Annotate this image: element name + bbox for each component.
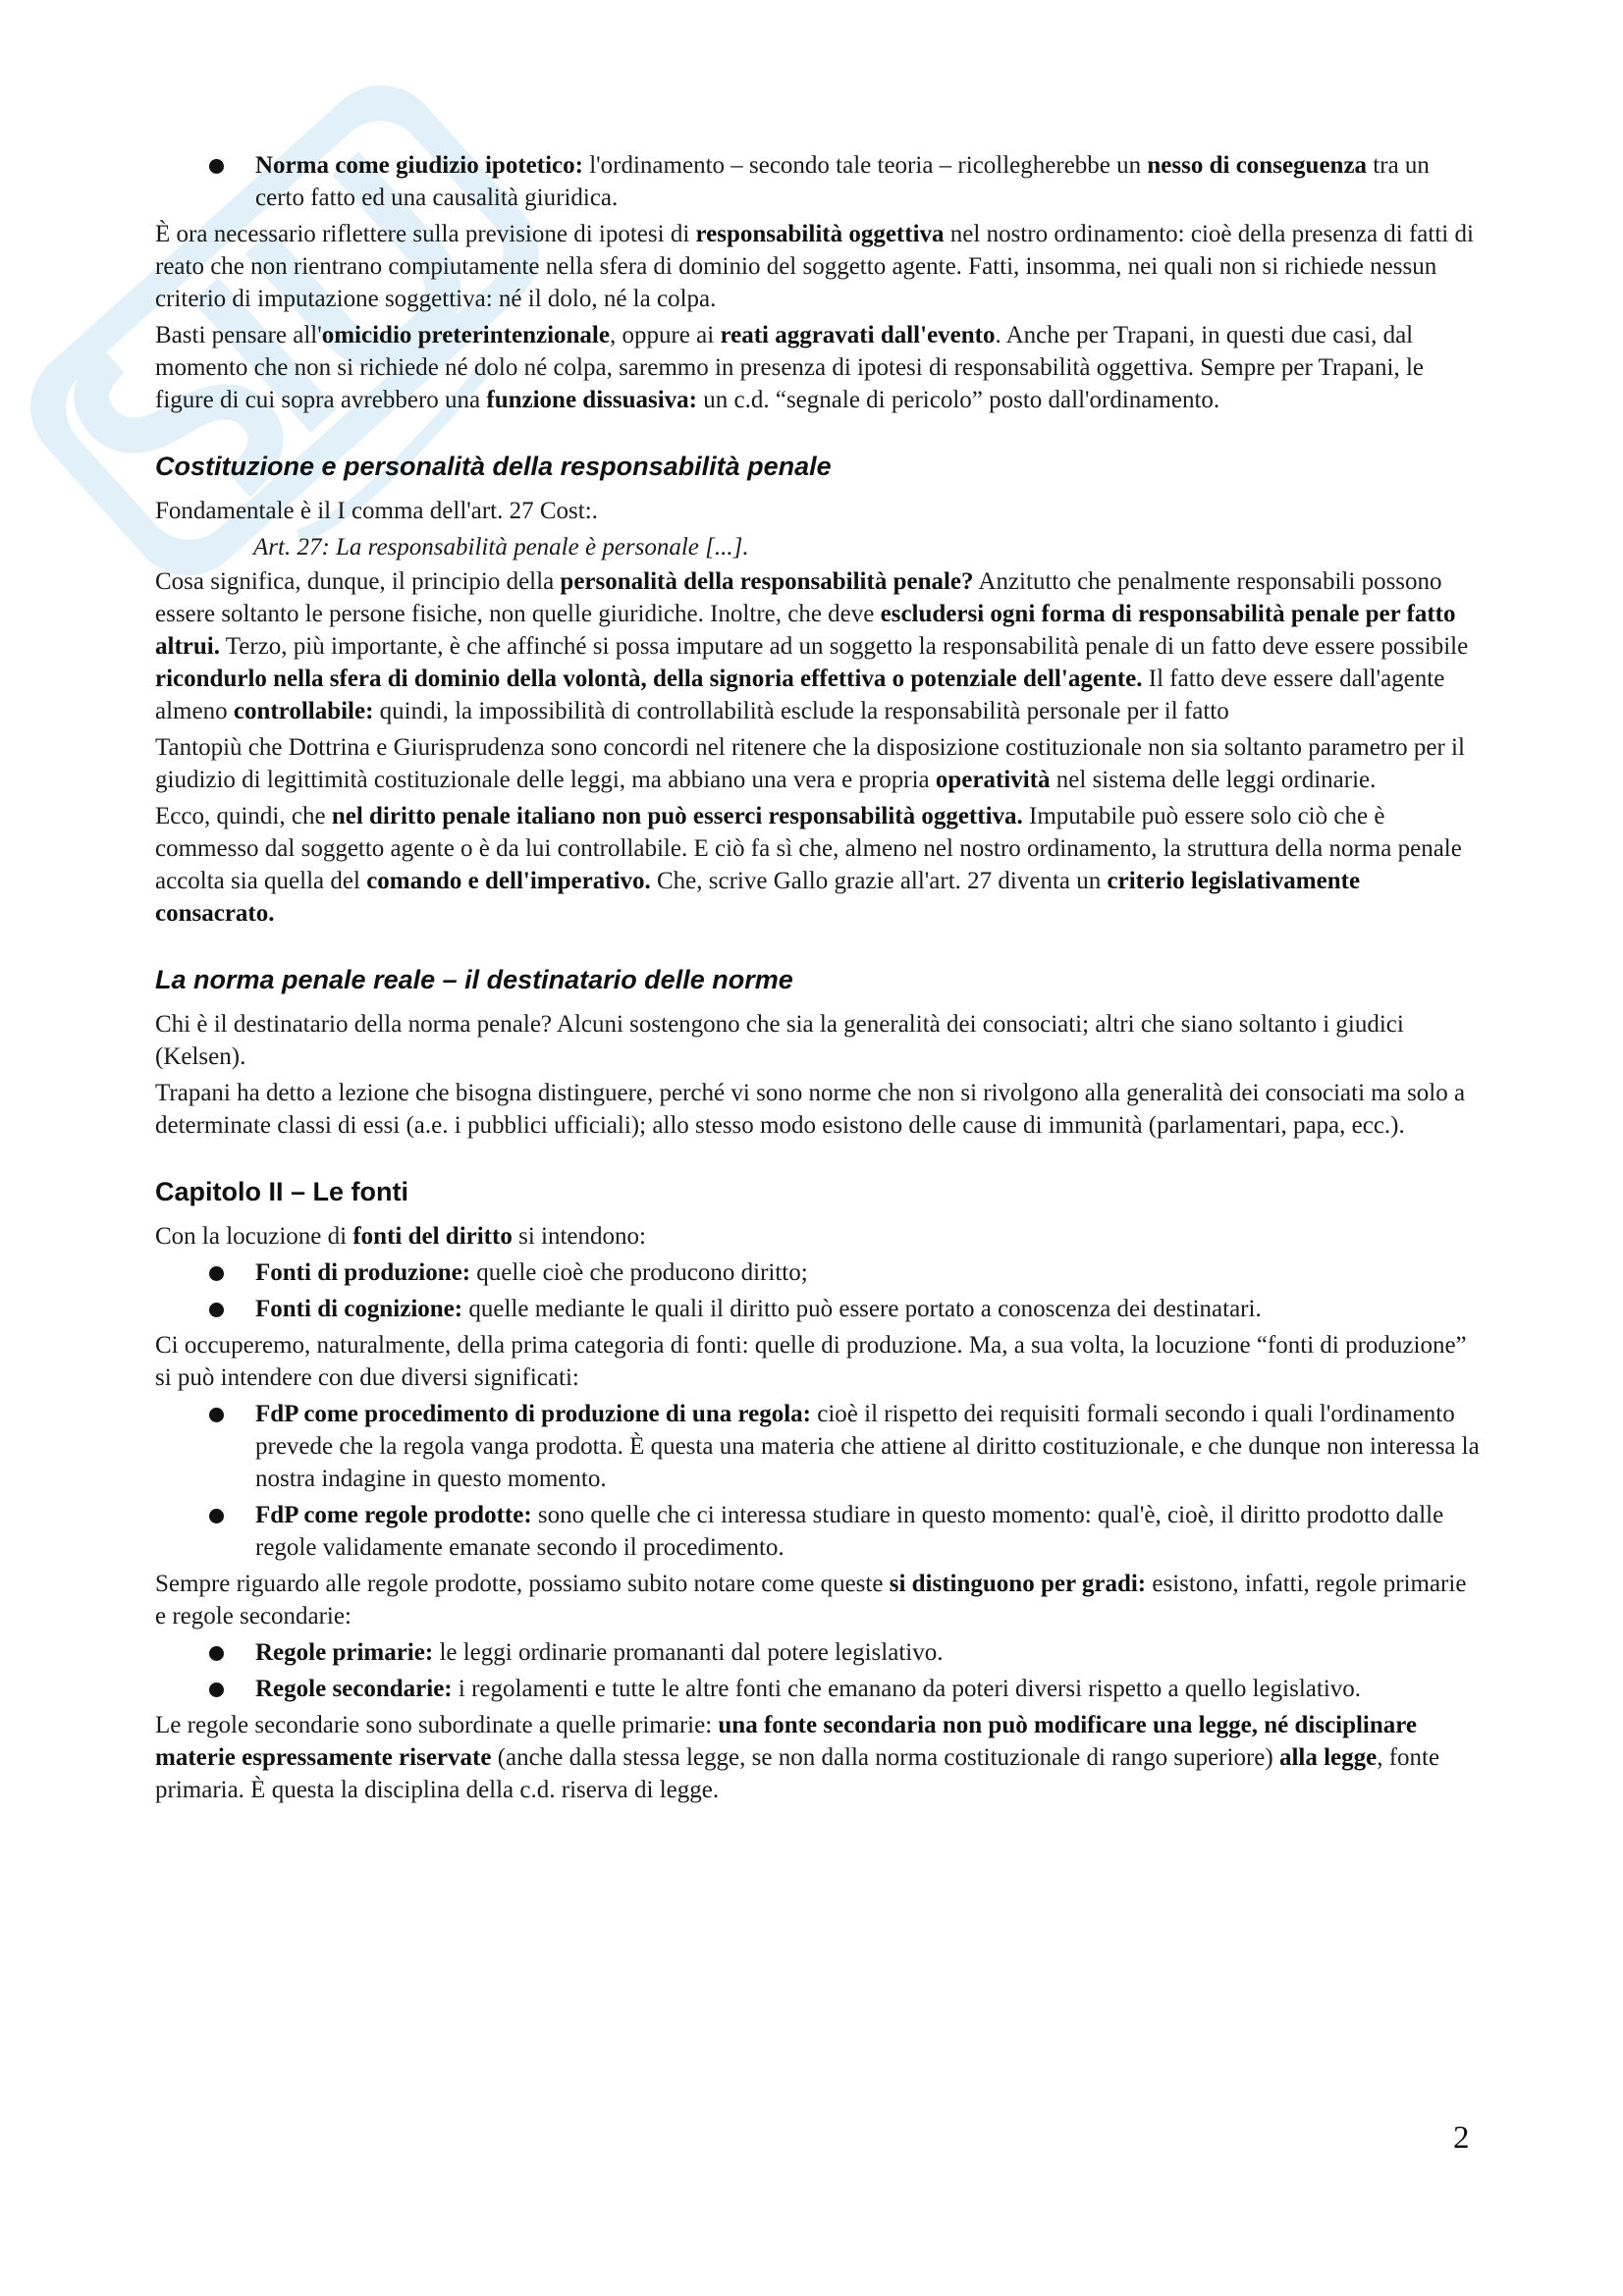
text-run: i regolamenti e tutte le altre fonti che emanano da poteri diversi rispetto a quello legislativo. [452,1676,1362,1702]
bold-text: FdP come regole prodotte: [255,1502,532,1528]
paragraph [155,495,1481,527]
bold-text: fonti del diritto [352,1223,513,1250]
text-run: cioè il rispetto dei requisiti formali secondo i quali l'ordinamento prevede che la regola vanga prodotta. È questa una materia che attiene al diritto costituzionale, e che dunque non interessa la nostra indagine in questo momento. [255,1401,1480,1492]
bold-text: Regole secondarie: [255,1676,453,1702]
bold-text: reati aggravati dall'evento [720,322,996,348]
paragraph [155,1220,1481,1253]
text-run: , oppure ai [609,322,721,348]
paragraph [155,1329,1481,1394]
document-body [155,149,1481,1810]
text-run: esistono, infatti, regole primarie e regole secondarie: [155,1571,1467,1629]
section-heading: Capitolo II – Le fonti [155,1177,408,1206]
bold-text: si distinguono per gradi: [889,1571,1147,1597]
bold-text: Fonti di cognizione: [255,1296,463,1322]
bold-text: funzione dissuasiva: [486,387,698,413]
text-run: Ecco, quindi, che [155,803,332,829]
bold-text: omicidio preterintenzionale [321,322,610,348]
bold-text: responsabilità oggettiva [695,221,945,247]
bold-text: alla legge [1278,1744,1378,1771]
text-run: un c.d. “segnale di pericolo” posto dall'ordinamento. [697,387,1220,413]
paragraph [155,218,1481,315]
bold-text: Regole primarie: [255,1639,434,1666]
text-run: si intendono: [512,1223,646,1250]
paragraph [155,319,1481,416]
text-run: le leggi ordinarie promananti dal potere legislativo. [433,1639,944,1666]
paragraph [155,1568,1481,1632]
list-item [155,1398,1481,1495]
text-run: Ci occuperemo, naturalmente, della prima categoria di fonti: quelle di produzione. Ma, a sua volta, la locuzione “fonti di produzione” si può intendere con due diversi significati: [155,1332,1467,1391]
bullet-icon [209,1682,224,1697]
bold-text: escludersi ogni forma di responsabilità penale per fatto altrui. [155,601,1456,660]
text-run: Fondamentale è il I comma dell'art. 27 Cost:. [155,498,598,524]
paragraph [155,800,1481,930]
list-item [155,1499,1481,1564]
text-run: Cosa significa, dunque, il principio della [155,568,561,595]
text-run: È ora necessario riflettere sulla previsione di ipotesi di [155,221,696,247]
section-heading: La norma penale reale – il destinatario delle norme [155,965,793,994]
text-run: Basti pensare all' [155,322,322,348]
paragraph [155,1709,1481,1806]
text-run: . Anche per Trapani, in questi due casi, dal momento che non si richiede né dolo né colpa, saremmo in presenza di ipotesi di responsabilità oggettiva. Sempre per Trapani, le figure di cui sopra avrebbero una [155,322,1425,413]
text-run: (anche dalla stessa legge, se non dalla norma costituzionale di rango superiore) [491,1744,1279,1771]
text-run: Tantopiù che Dottrina e Giurisprudenza sono concordi nel ritenere che la disposizione costituzionale non sia soltanto parametro per il giudizio di legittimità costituzionale delle leggi, ma abbiano una vera e propria [155,734,1465,793]
text-run: Terzo, più importante, è che affinché si possa imputare ad un soggetto la responsabilità penale di un fatto deve essere possibile [219,633,1469,660]
text-run: sono quelle che ci interessa studiare in questo momento: qual'è, cioè, il diritto prodotto dalle regole validamente emanate secondo il procedimento. [255,1502,1444,1561]
paragraph [155,1077,1481,1142]
bold-text: criterio legislativamente consacrato. [155,868,1361,927]
text-run: quindi, la impossibilità di controllabilità esclude la responsabilità personale per il fatto [373,698,1229,724]
text-run: Sempre riguardo alle regole prodotte, possiamo subito notare come queste [155,1571,890,1597]
bullet-icon [209,1646,224,1661]
text-run: tra un certo fatto ed una causalità giuridica. [255,152,1430,211]
bold-text: operatività [935,767,1051,793]
text-run: l'ordinamento – secondo tale teoria – ricollegherebbe un [582,152,1148,179]
list-item [155,1673,1481,1705]
text-run: Trapani ha detto a lezione che bisogna distinguere, perché vi sono norme che non si rivolgono alla generalità dei consociati ma solo a determinate classi di essi (a.e. i pubblici ufficiali); allo stesso modo esistono delle cause di immunità (parlamentari, papa, ecc.). [155,1080,1466,1139]
text-run: Anzitutto che penalmente responsabili possono essere soltanto le persone fisiche, non quelle giuridiche. Inoltre, che deve [155,568,1442,627]
list-item [155,1636,1481,1669]
bullet-icon [209,1266,224,1281]
paragraph [155,1008,1481,1073]
bold-text: personalità della responsabilità penale? [560,568,974,595]
bold-text: Fonti di produzione: [255,1259,471,1286]
text-run: nel nostro ordinamento: cioè della presenza di fatti di reato che non rientrano compiutamente nella sfera di dominio del soggetto agente. Fatti, insomma, nei quali non si richiede nessun criterio di imputazione soggettiva: né il dolo, né la colpa. [155,221,1474,312]
text-run: Il fatto deve essere dall'agente almeno [155,666,1445,724]
bold-text: nesso di conseguenza [1147,152,1368,179]
bold-text: Norma come giudizio ipotetico: [255,152,583,179]
list-item [155,149,1481,214]
quoted-article: Art. 27: La responsabilità penale è personale [...]. [253,534,749,561]
list-item [155,1256,1481,1289]
text-run: Imputabile può essere solo ciò che è commesso dal soggetto agente o è da lui controllabile. E ciò fa sì che, almeno nel nostro ordinamento, la struttura della norma penale accolta sia quella del [155,803,1462,894]
bold-text: ricondurlo nella sfera di dominio della volontà, della signoria effettiva o potenziale dell'agente. [155,666,1143,692]
bullet-icon [209,159,224,174]
paragraph [155,731,1481,796]
bold-text: nel diritto penale italiano non può esserci responsabilità oggettiva. [331,803,1023,829]
text-run: nel sistema delle leggi ordinarie. [1050,767,1377,793]
bullet-icon [209,1509,224,1523]
section-heading: Costituzione e personalità della responsabilità penale [155,452,832,481]
text-run: Che, scrive Gallo grazie all'art. 27 diventa un [650,868,1108,894]
text-run: Chi è il destinatario della norma penale? Alcuni sostengono che sia la generalità dei consociati; altri che siano soltanto i giudici (Kelsen). [155,1011,1404,1070]
bold-text: comando e dell'imperativo. [366,868,651,894]
text-run: Con la locuzione di [155,1223,353,1250]
bullet-icon [209,1408,224,1422]
text-run: quelle mediante le quali il diritto può essere portato a conoscenza dei destinatari. [462,1296,1262,1322]
bullet-icon [209,1303,224,1317]
page-number: 2 [1453,2120,1470,2156]
bold-text: FdP come procedimento di produzione di una regola: [255,1401,811,1427]
text-run: , fonte primaria. È questa la disciplina della c.d. riserva di legge. [155,1744,1440,1803]
list-item [155,1293,1481,1325]
text-run: Le regole secondarie sono subordinate a quelle primarie: [155,1712,719,1738]
text-run: quelle cioè che producono diritto; [470,1259,808,1286]
paragraph [155,565,1481,727]
bold-text: controllabile: [233,698,374,724]
bold-text: una fonte secondaria non può modificare una legge, né disciplinare materie espressamente riservate [155,1712,1418,1771]
